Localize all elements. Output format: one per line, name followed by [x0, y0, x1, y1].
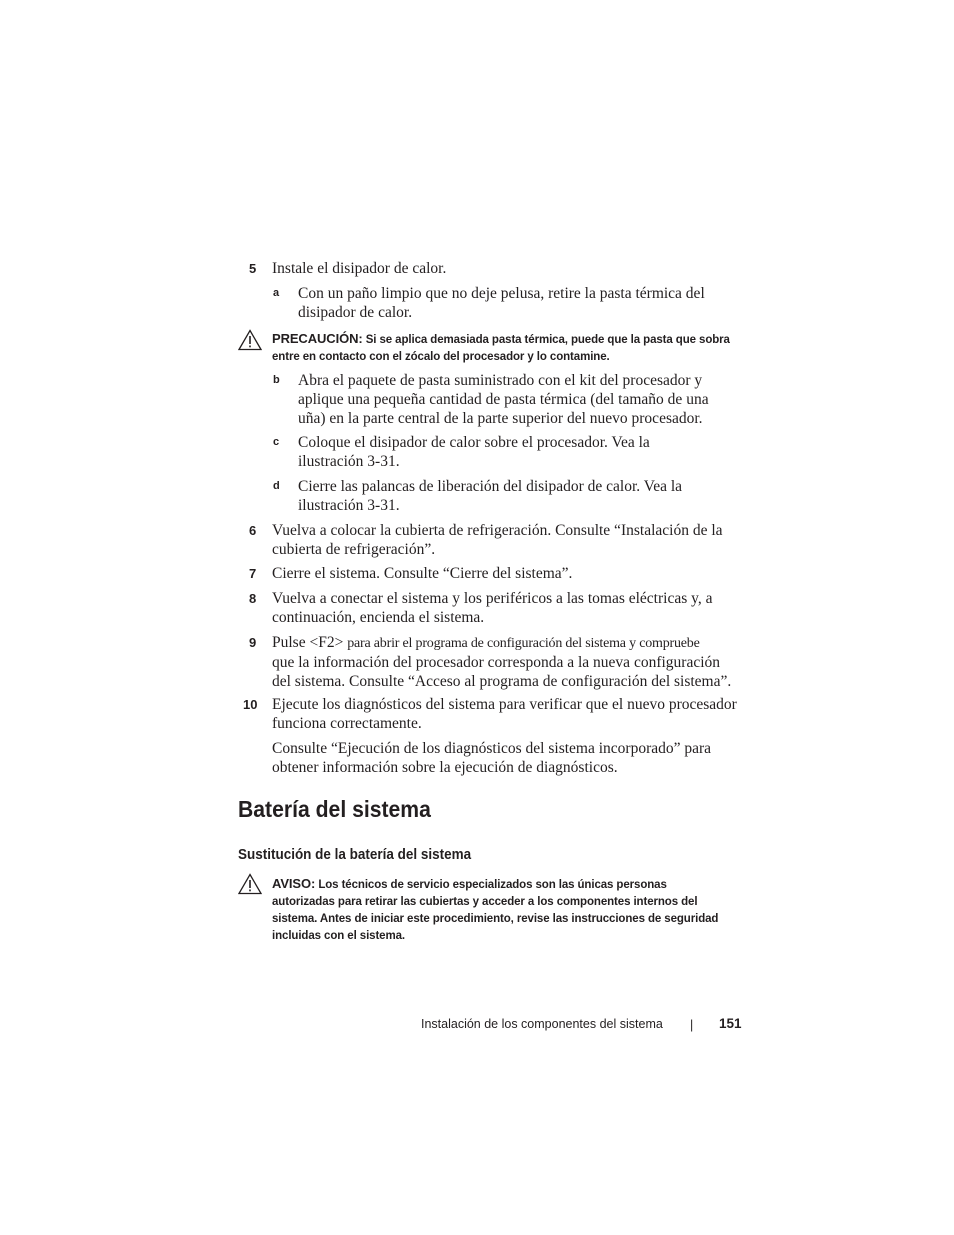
page-number: 151	[719, 1016, 742, 1031]
substep-label: a	[273, 287, 280, 299]
step-number: 10	[243, 697, 258, 712]
caution-text: Si se aplica demasiada pasta térmica, puede que la pasta que sobra entre en contacto con el zócalo del procesador y lo contamine.	[272, 334, 730, 363]
warning-triangle-icon	[238, 329, 262, 351]
substep-text: Abra el paquete de pasta suministrado con el kit del procesador y aplique una pequeña cantidad de pasta térmica (del tamaño de una uña) en la parte central de la parte superior del nuevo procesador.	[298, 372, 709, 427]
notice-note	[272, 875, 732, 945]
section-subtitle: Sustitución de la batería del sistema	[238, 847, 472, 863]
step-number: 6	[249, 523, 257, 538]
substep-label: b	[273, 374, 280, 386]
step-text-part: que la información del procesador corresponda a la nueva configuración del sistema. Consulte “Acceso al programa de configuración del sistema”.	[272, 654, 732, 690]
substep-text: Con un paño limpio que no deje pelusa, retire la pasta térmica del disipador de calor.	[298, 285, 705, 321]
step-text: Vuelva a conectar el sistema y los periféricos a las tomas eléctricas y, a continuación, encienda el sistema.	[272, 590, 713, 626]
substep-text: Cierre las palancas de liberación del disipador de calor. Vea la ilustración 3-31.	[298, 478, 683, 514]
step-text: Ejecute los diagnósticos del sistema para verificar que el nuevo procesador funciona correctamente.	[272, 696, 737, 732]
step-number: 7	[249, 566, 257, 581]
step-number: 8	[249, 591, 257, 606]
substep-text: Coloque el disipador de calor sobre el procesador. Vea la ilustración 3-31.	[298, 434, 650, 470]
substep-label: d	[273, 480, 280, 492]
notice-label: AVISO:	[272, 876, 316, 891]
caution-note	[272, 330, 742, 366]
step-number: 9	[249, 635, 257, 650]
step-followup-text: Consulte “Ejecución de los diagnósticos del sistema incorporado” para obtener información sobre la ejecución de diagnósticos.	[272, 740, 712, 776]
step-text	[272, 633, 742, 691]
notice-text: Los técnicos de servicio especializados son las únicas personas autorizadas para retirar las cubiertas y acceder a los componentes internos del sistema. Antes de iniciar este procedimiento, revise las instrucciones de seguridad incluidas con el sistema.	[272, 879, 719, 942]
step-text: Instale el disipador de calor.	[272, 260, 447, 277]
footer-chapter: Instalación de los componentes del sistema	[421, 1017, 663, 1031]
warning-triangle-icon	[238, 873, 262, 895]
step-text: Vuelva a colocar la cubierta de refrigeración. Consulte “Instalación de la cubierta de refrigeración”.	[272, 522, 723, 558]
footer-separator: |	[690, 1018, 694, 1032]
step-number: 5	[249, 261, 257, 276]
step-text: Cierre el sistema. Consulte “Cierre del sistema”.	[272, 565, 573, 582]
caution-label: PRECAUCIÓN:	[272, 331, 363, 346]
step-text-part: Pulse <F2>	[272, 634, 348, 651]
step-text-part: para abrir el programa de configuración del sistema y compruebe	[347, 636, 700, 651]
substep-label: c	[273, 436, 280, 448]
section-title: Batería del sistema	[238, 796, 431, 822]
